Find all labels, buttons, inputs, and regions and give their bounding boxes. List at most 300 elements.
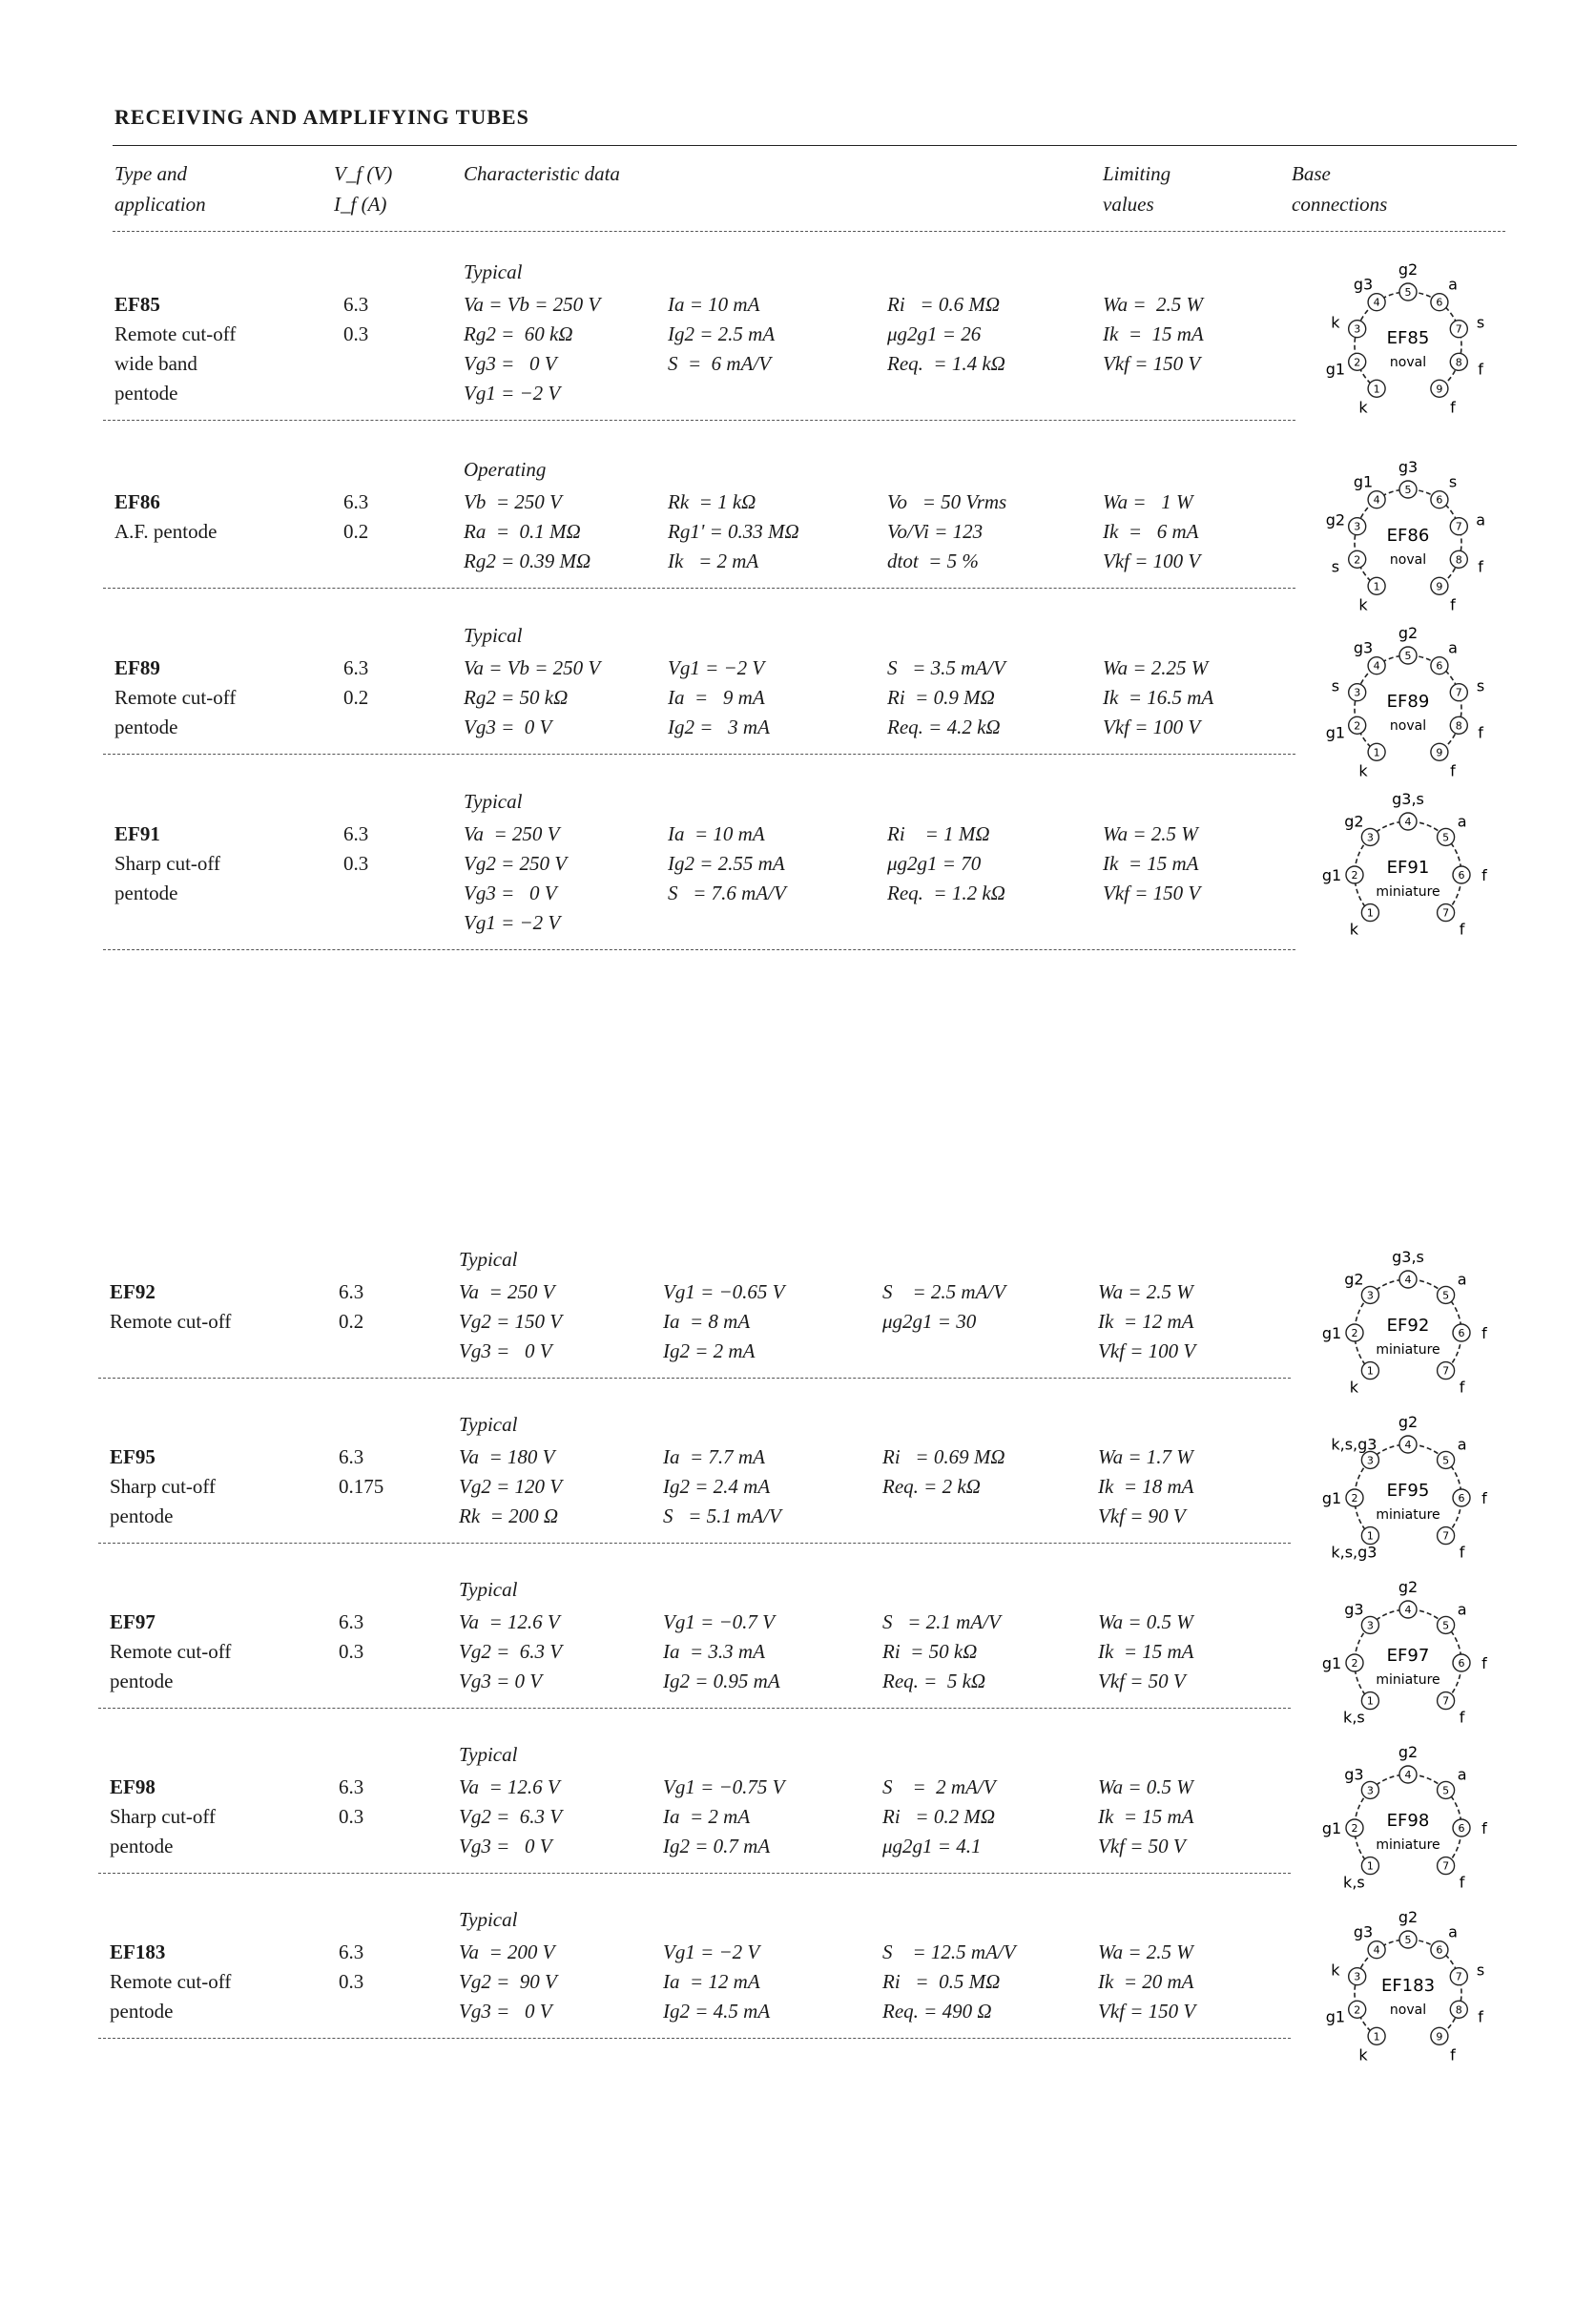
tube-limit-2: Vkf = 150 V: [1103, 352, 1201, 375]
tube-type: EF91: [114, 822, 160, 845]
base-pin-number: 6: [1436, 1943, 1443, 1957]
base-pin-number: 3: [1354, 1970, 1361, 1983]
tube-char2-1: Ig2 = 2.55 mA: [668, 852, 785, 875]
tube-vf: 6.3: [343, 656, 369, 679]
base-pin-label: k: [1349, 920, 1359, 939]
base-pin-label: g1: [1325, 2007, 1346, 2026]
tube-limit-0: Wa = 2.5 W: [1098, 1940, 1193, 1963]
base-pin-label: f: [1450, 2045, 1456, 2065]
base-pin-label: f: [1459, 1378, 1465, 1397]
tube-if: 0.175: [339, 1475, 384, 1498]
tube-char1-1: Vg2 = 120 V: [459, 1475, 563, 1498]
tube-char3-1: Ri = 0.5 MΩ: [882, 1970, 1001, 1993]
tube-application-2: pentode: [114, 382, 178, 405]
base-pin-label: f: [1481, 1654, 1487, 1672]
base-pin-label: k: [1349, 1378, 1359, 1397]
base-pin-number: 3: [1366, 831, 1374, 844]
tube-limit-0: Wa = 2.25 W: [1103, 656, 1209, 679]
tube-application-1: pentode: [110, 1504, 174, 1527]
base-pin-number: 1: [1366, 1859, 1374, 1873]
base-pin-number: 4: [1404, 1274, 1412, 1286]
tube-type: EF89: [114, 656, 160, 679]
base-pin-number: 7: [1442, 906, 1450, 920]
tube-char3-0: Vo = 50 Vrms: [887, 490, 1007, 513]
tube-mode: Typical: [459, 1578, 518, 1601]
base-pin-number: 9: [1436, 2030, 1443, 2044]
tube-limit-2: Vkf = 150 V: [1098, 2000, 1196, 2023]
header-base-line2: connections: [1292, 193, 1388, 216]
tube-application-1: pentode: [114, 716, 178, 738]
tube-char3-2: Req. = 4.2 kΩ: [887, 716, 1001, 738]
tube-limit-0: Wa = 0.5 W: [1098, 1610, 1193, 1633]
base-pin-label: f: [1450, 595, 1456, 614]
base-pin-label: a: [1457, 1435, 1467, 1454]
tube-mode: Typical: [464, 260, 523, 283]
tube-limit-1: Ik = 15 mA: [1103, 852, 1199, 875]
base-pin-label: f: [1478, 557, 1483, 576]
tube-char2-2: S = 7.6 mA/V: [668, 882, 786, 904]
base-pin-label: g3: [1344, 1600, 1364, 1619]
tube-char2-2: Ig2 = 3 mA: [668, 716, 770, 738]
base-tube-name: EF85: [1386, 328, 1430, 348]
base-pin-label: g2: [1398, 624, 1419, 642]
tube-char1-0: Va = 250 V: [464, 822, 560, 845]
tube-char2-0: Vg1 = −2 V: [668, 656, 765, 679]
tube-if: 0.3: [343, 322, 369, 345]
base-pin-number: 6: [1436, 493, 1443, 507]
tube-char1-1: Rg2 = 60 kΩ: [464, 322, 573, 345]
base-pin-label: g1: [1321, 1654, 1342, 1672]
tube-mode: Typical: [459, 1413, 518, 1436]
row-rule: [98, 1543, 1291, 1544]
header-base: [1292, 158, 1387, 219]
base-pin-number: 6: [1458, 1492, 1465, 1504]
tube-char2-1: Ia = 2 mA: [663, 1805, 751, 1828]
tube-vf: 6.3: [339, 1445, 364, 1468]
tube-char3-1: μg2g1 = 70: [887, 852, 982, 875]
base-pin-label: g2: [1398, 1413, 1419, 1431]
tube-limit-2: Vkf = 50 V: [1098, 1670, 1186, 1692]
tube-limit-0: Wa = 1.7 W: [1098, 1445, 1193, 1468]
base-pin-label: k,s,g3: [1331, 1435, 1378, 1454]
tube-char1-0: Va = Vb = 250 V: [464, 293, 601, 316]
base-tube-name: EF91: [1386, 858, 1430, 878]
tube-if: 0.2: [343, 520, 369, 543]
tube-char2-2: Ig2 = 0.95 mA: [663, 1670, 780, 1692]
tube-if: 0.3: [339, 1970, 364, 1993]
tube-char2-1: Ia = 8 mA: [663, 1310, 751, 1333]
base-pin-number: 6: [1458, 869, 1465, 882]
tube-char1-3: Vg1 = −2 V: [464, 911, 561, 934]
base-pin-number: 8: [1455, 2003, 1462, 2017]
header-rule: [113, 231, 1505, 232]
header-vf-line2: I_f (A): [334, 193, 387, 216]
tube-char3-2: dtot = 5 %: [887, 550, 979, 572]
base-pin-number: 2: [1351, 869, 1358, 882]
tube-char1-0: Va = 250 V: [459, 1280, 555, 1303]
row-rule: [98, 1873, 1291, 1874]
base-diagram-EF85: [1313, 252, 1503, 443]
tube-char2-0: Ia = 7.7 mA: [663, 1445, 765, 1468]
base-pin-number: 1: [1366, 1364, 1374, 1378]
base-pin-label: g2: [1398, 1578, 1419, 1596]
base-pin-label: f: [1459, 920, 1465, 939]
base-tube-name: EF89: [1386, 692, 1430, 712]
tube-mode: Typical: [464, 790, 523, 813]
base-pin-label: g1: [1321, 1324, 1342, 1342]
base-kind: noval: [1389, 552, 1427, 568]
base-pin-label: s: [1476, 676, 1485, 695]
base-pin-number: 3: [1366, 1784, 1374, 1797]
base-pin-number: 9: [1436, 383, 1443, 396]
base-pin-number: 7: [1442, 1529, 1450, 1543]
row-rule: [98, 2038, 1291, 2039]
base-diagram-EF95: [1313, 1404, 1503, 1595]
tube-limit-0: Wa = 0.5 W: [1098, 1775, 1193, 1798]
tube-char2-0: Vg1 = −0.65 V: [663, 1280, 785, 1303]
base-pin-label: f: [1478, 2007, 1483, 2026]
tube-char3-1: Req. = 2 kΩ: [882, 1475, 981, 1498]
tube-limit-2: Vkf = 150 V: [1103, 882, 1201, 904]
tube-char3-0: S = 2.5 mA/V: [882, 1280, 1006, 1303]
base-tube-name: EF92: [1386, 1316, 1430, 1336]
tube-char3-1: μg2g1 = 30: [882, 1310, 977, 1333]
header-limit: [1103, 158, 1170, 219]
tube-char3-0: Ri = 0.6 MΩ: [887, 293, 1001, 316]
base-pin-label: f: [1481, 866, 1487, 884]
base-pin-label: g2: [1398, 1743, 1419, 1761]
tube-char1-2: Vg3 = 0 V: [459, 1835, 552, 1857]
base-pin-number: 8: [1455, 356, 1462, 369]
base-pin-label: a: [1457, 1270, 1467, 1289]
base-pin-label: g1: [1321, 1819, 1342, 1837]
base-pin-number: 6: [1458, 1657, 1465, 1670]
base-pin-number: 2: [1354, 2003, 1361, 2017]
tube-type: EF98: [110, 1775, 155, 1798]
tube-char2-0: Vg1 = −2 V: [663, 1940, 760, 1963]
base-pin-label: g2: [1344, 812, 1364, 831]
header-type: [114, 158, 206, 219]
base-pin-number: 2: [1354, 719, 1361, 733]
base-pin-label: s: [1476, 1961, 1485, 1980]
base-pin-number: 3: [1366, 1289, 1374, 1302]
row-rule: [103, 949, 1295, 950]
tube-char2-1: Rg1' = 0.33 MΩ: [668, 520, 799, 543]
tube-char2-2: Ik = 2 mA: [668, 550, 759, 572]
base-pin-number: 6: [1436, 659, 1443, 673]
base-tube-name: EF95: [1386, 1481, 1430, 1501]
row-rule: [98, 1708, 1291, 1709]
base-pin-number: 9: [1436, 580, 1443, 593]
base-pin-label: k: [1358, 761, 1368, 780]
tube-char1-0: Va = 12.6 V: [459, 1610, 560, 1633]
base-pin-number: 1: [1366, 1529, 1374, 1543]
base-pin-number: 3: [1354, 686, 1361, 699]
tube-limit-2: Vkf = 100 V: [1103, 716, 1201, 738]
tube-char1-2: Vg3 = 0 V: [459, 1670, 543, 1692]
base-pin-label: k: [1358, 398, 1368, 417]
base-pin-label: g1: [1325, 360, 1346, 379]
tube-char2-2: Ig2 = 4.5 mA: [663, 2000, 771, 2023]
tube-char2-0: Ia = 10 mA: [668, 822, 765, 845]
tube-type: EF97: [110, 1610, 155, 1633]
base-pin-number: 4: [1404, 1769, 1412, 1781]
base-pin-number: 5: [1442, 1289, 1450, 1302]
header-char: Characteristic data: [464, 162, 620, 185]
base-pin-label: f: [1481, 1489, 1487, 1507]
base-pin-number: 6: [1436, 296, 1443, 309]
base-pin-number: 6: [1458, 1327, 1465, 1339]
base-pin-number: 1: [1373, 746, 1380, 759]
base-pin-number: 9: [1436, 746, 1443, 759]
tube-mode: Typical: [459, 1743, 518, 1766]
tube-limit-1: Ik = 20 mA: [1098, 1970, 1194, 1993]
tube-if: 0.3: [339, 1805, 364, 1828]
tube-limit-2: Vkf = 50 V: [1098, 1835, 1186, 1857]
tube-limit-1: Ik = 12 mA: [1098, 1310, 1194, 1333]
tube-char1-3: Vg1 = −2 V: [464, 382, 561, 405]
tube-limit-1: Ik = 15 mA: [1103, 322, 1204, 345]
tube-char3-1: Ri = 0.2 MΩ: [882, 1805, 996, 1828]
base-pin-label: f: [1478, 360, 1483, 379]
tube-char2-0: Vg1 = −0.75 V: [663, 1775, 785, 1798]
tube-char1-2: Rg2 = 0.39 MΩ: [464, 550, 591, 572]
base-pin-label: k,s: [1343, 1708, 1365, 1727]
base-kind: noval: [1389, 718, 1427, 734]
base-diagram-EF86: [1313, 449, 1503, 640]
base-pin-number: 5: [1442, 831, 1450, 844]
tube-char1-2: Vg3 = 0 V: [459, 2000, 552, 2023]
tube-char2-1: Ia = 9 mA: [668, 686, 765, 709]
tube-char3-1: Vo/Vi = 123: [887, 520, 984, 543]
base-pin-number: 4: [1373, 1943, 1380, 1957]
base-pin-number: 7: [1455, 1970, 1462, 1983]
tube-char2-0: Ia = 10 mA: [668, 293, 760, 316]
tube-char1-0: Va = Vb = 250 V: [464, 656, 601, 679]
base-pin-label: f: [1459, 1873, 1465, 1892]
tube-char1-2: Rk = 200 Ω: [459, 1504, 559, 1527]
tube-char1-2: Vg3 = 0 V: [459, 1339, 552, 1362]
row-rule: [103, 588, 1295, 589]
base-kind: noval: [1389, 2002, 1427, 2018]
base-pin-number: 7: [1455, 520, 1462, 533]
tube-char3-2: Req. = 1.2 kΩ: [887, 882, 1005, 904]
base-pin-number: 7: [1442, 1364, 1450, 1378]
tube-char2-0: Vg1 = −0.7 V: [663, 1610, 775, 1633]
base-pin-label: f: [1459, 1543, 1465, 1562]
base-pin-label: k: [1358, 2045, 1368, 2065]
base-pin-label: g2: [1344, 1270, 1364, 1289]
base-pin-label: g3: [1398, 458, 1419, 476]
page-title: RECEIVING AND AMPLIFYING TUBES: [114, 105, 529, 129]
base-pin-number: 3: [1366, 1619, 1374, 1632]
tube-char2-1: Ig2 = 2.5 mA: [668, 322, 776, 345]
tube-char3-0: Ri = 0.69 MΩ: [882, 1445, 1005, 1468]
base-pin-label: s: [1331, 557, 1340, 576]
base-pin-label: s: [1448, 472, 1458, 491]
tube-char1-1: Vg2 = 250 V: [464, 852, 568, 875]
base-pin-label: g3,s: [1392, 790, 1424, 808]
base-kind: miniature: [1376, 1672, 1440, 1688]
tube-char3-0: S = 2.1 mA/V: [882, 1610, 1001, 1633]
base-pin-number: 1: [1366, 1694, 1374, 1708]
base-pin-number: 3: [1366, 1454, 1374, 1467]
base-tube-name: EF98: [1386, 1811, 1430, 1831]
tube-limit-2: Vkf = 90 V: [1098, 1504, 1186, 1527]
header-type-line1: Type and: [114, 162, 188, 185]
tube-char1-1: Vg2 = 150 V: [459, 1310, 563, 1333]
tube-application-0: Sharp cut-off: [114, 852, 220, 875]
tube-limit-2: Vkf = 100 V: [1103, 550, 1201, 572]
tube-application-1: pentode: [110, 1835, 174, 1857]
base-pin-number: 1: [1373, 383, 1380, 396]
base-kind: miniature: [1376, 1342, 1440, 1358]
tube-char1-1: Vg2 = 6.3 V: [459, 1805, 563, 1828]
tube-char2-1: Ia = 3.3 mA: [663, 1640, 765, 1663]
tube-char1-2: Vg3 = 0 V: [464, 716, 552, 738]
tube-char3-0: S = 12.5 mA/V: [882, 1940, 1016, 1963]
base-pin-number: 5: [1404, 484, 1412, 496]
base-pin-number: 7: [1455, 686, 1462, 699]
tube-application-0: Remote cut-off: [110, 1310, 232, 1333]
tube-application-1: wide band: [114, 352, 197, 375]
base-pin-number: 1: [1373, 580, 1380, 593]
tube-limit-0: Wa = 2.5 W: [1103, 822, 1198, 845]
tube-char3-0: Ri = 1 MΩ: [887, 822, 990, 845]
base-pin-label: f: [1478, 723, 1483, 742]
base-pin-label: f: [1450, 761, 1456, 780]
tube-application-0: A.F. pentode: [114, 520, 218, 543]
header-vf: [334, 158, 392, 219]
tube-char3-2: Req. = 490 Ω: [882, 2000, 992, 2023]
base-pin-label: g3,s: [1392, 1248, 1424, 1266]
base-pin-number: 7: [1442, 1859, 1450, 1873]
base-pin-number: 2: [1354, 356, 1361, 369]
base-pin-label: a: [1448, 275, 1458, 294]
tube-vf: 6.3: [343, 490, 369, 513]
base-pin-number: 5: [1442, 1619, 1450, 1632]
tube-if: 0.2: [343, 686, 369, 709]
tube-char3-1: μg2g1 = 26: [887, 322, 982, 345]
row-rule: [103, 754, 1295, 755]
base-pin-label: k: [1331, 313, 1340, 332]
base-pin-number: 2: [1354, 553, 1361, 567]
header-type-line2: application: [114, 193, 206, 216]
base-pin-number: 7: [1442, 1694, 1450, 1708]
base-pin-label: g3: [1353, 275, 1374, 294]
tube-char2-1: Ig2 = 2.4 mA: [663, 1475, 771, 1498]
tube-char3-2: Req. = 1.4 kΩ: [887, 352, 1005, 375]
base-pin-label: g2: [1325, 510, 1346, 529]
tube-limit-1: Ik = 15 mA: [1098, 1640, 1194, 1663]
base-pin-number: 7: [1455, 322, 1462, 336]
base-pin-label: f: [1481, 1324, 1487, 1342]
base-pin-label: g1: [1321, 866, 1342, 884]
base-pin-number: 1: [1366, 906, 1374, 920]
base-pin-number: 4: [1373, 493, 1380, 507]
tube-char2-2: S = 5.1 mA/V: [663, 1504, 781, 1527]
tube-application-1: pentode: [110, 1670, 174, 1692]
base-pin-label: g3: [1344, 1765, 1364, 1784]
tube-char1-1: Vg2 = 6.3 V: [459, 1640, 563, 1663]
base-kind: miniature: [1376, 1507, 1440, 1523]
tube-vf: 6.3: [339, 1280, 364, 1303]
tube-char3-0: S = 2 mA/V: [882, 1775, 996, 1798]
base-pin-label: a: [1457, 1765, 1467, 1784]
tube-mode: Typical: [464, 624, 523, 647]
base-diagram-EF91: [1313, 781, 1503, 972]
base-pin-label: a: [1457, 812, 1467, 831]
tube-char2-0: Rk = 1 kΩ: [668, 490, 756, 513]
tube-char1-1: Vg2 = 90 V: [459, 1970, 557, 1993]
base-pin-number: 2: [1351, 1327, 1358, 1339]
header-limit-line2: values: [1103, 193, 1154, 216]
base-pin-label: a: [1448, 1922, 1458, 1941]
base-kind: miniature: [1376, 1837, 1440, 1853]
tube-char3-2: μg2g1 = 4.1: [882, 1835, 982, 1857]
tube-char1-0: Vb = 250 V: [464, 490, 562, 513]
base-pin-label: g3: [1353, 1922, 1374, 1941]
tube-char1-0: Va = 180 V: [459, 1445, 555, 1468]
tube-char1-2: Vg3 = 0 V: [464, 352, 557, 375]
tube-char3-1: Ri = 0.9 MΩ: [887, 686, 995, 709]
base-pin-number: 4: [1373, 659, 1380, 673]
tube-type: EF183: [110, 1940, 166, 1963]
tube-if: 0.3: [339, 1640, 364, 1663]
base-pin-number: 3: [1354, 520, 1361, 533]
title-rule: [113, 145, 1517, 146]
tube-if: 0.2: [339, 1310, 364, 1333]
base-pin-number: 6: [1458, 1822, 1465, 1835]
base-tube-name: EF183: [1380, 1976, 1436, 1996]
tube-application-0: Sharp cut-off: [110, 1475, 216, 1498]
base-pin-number: 1: [1373, 2030, 1380, 2044]
tube-char1-1: Rg2 = 50 kΩ: [464, 686, 569, 709]
base-pin-number: 5: [1442, 1454, 1450, 1467]
tube-limit-0: Wa = 1 W: [1103, 490, 1193, 513]
tube-char3-2: Req. = 5 kΩ: [882, 1670, 986, 1692]
base-pin-number: 8: [1455, 553, 1462, 567]
base-pin-number: 4: [1373, 296, 1380, 309]
tube-char1-0: Va = 12.6 V: [459, 1775, 560, 1798]
header-limit-line1: Limiting: [1103, 162, 1171, 185]
base-diagram-EF92: [1313, 1239, 1503, 1430]
base-pin-label: f: [1481, 1819, 1487, 1837]
tube-application-0: Remote cut-off: [114, 686, 237, 709]
tube-limit-1: Ik = 18 mA: [1098, 1475, 1194, 1498]
tube-char1-2: Vg3 = 0 V: [464, 882, 557, 904]
base-kind: miniature: [1376, 884, 1440, 900]
tube-limit-0: Wa = 2.5 W: [1098, 1280, 1193, 1303]
tube-type: EF85: [114, 293, 160, 316]
base-pin-label: a: [1448, 638, 1458, 657]
tube-application-1: pentode: [110, 2000, 174, 2023]
base-pin-label: g3: [1353, 638, 1374, 657]
base-pin-label: s: [1476, 313, 1485, 332]
base-diagram-EF97: [1313, 1569, 1503, 1760]
tube-limit-0: Wa = 2.5 W: [1103, 293, 1203, 316]
base-pin-label: k: [1331, 1961, 1340, 1980]
tube-char3-1: Ri = 50 kΩ: [882, 1640, 978, 1663]
tube-char1-1: Ra = 0.1 MΩ: [464, 520, 581, 543]
base-pin-label: s: [1331, 676, 1340, 695]
base-pin-number: 2: [1351, 1657, 1358, 1670]
tube-vf: 6.3: [339, 1610, 364, 1633]
tube-vf: 6.3: [339, 1940, 364, 1963]
base-pin-number: 2: [1351, 1822, 1358, 1835]
tube-limit-1: Ik = 6 mA: [1103, 520, 1199, 543]
tube-application-0: Remote cut-off: [114, 322, 237, 345]
